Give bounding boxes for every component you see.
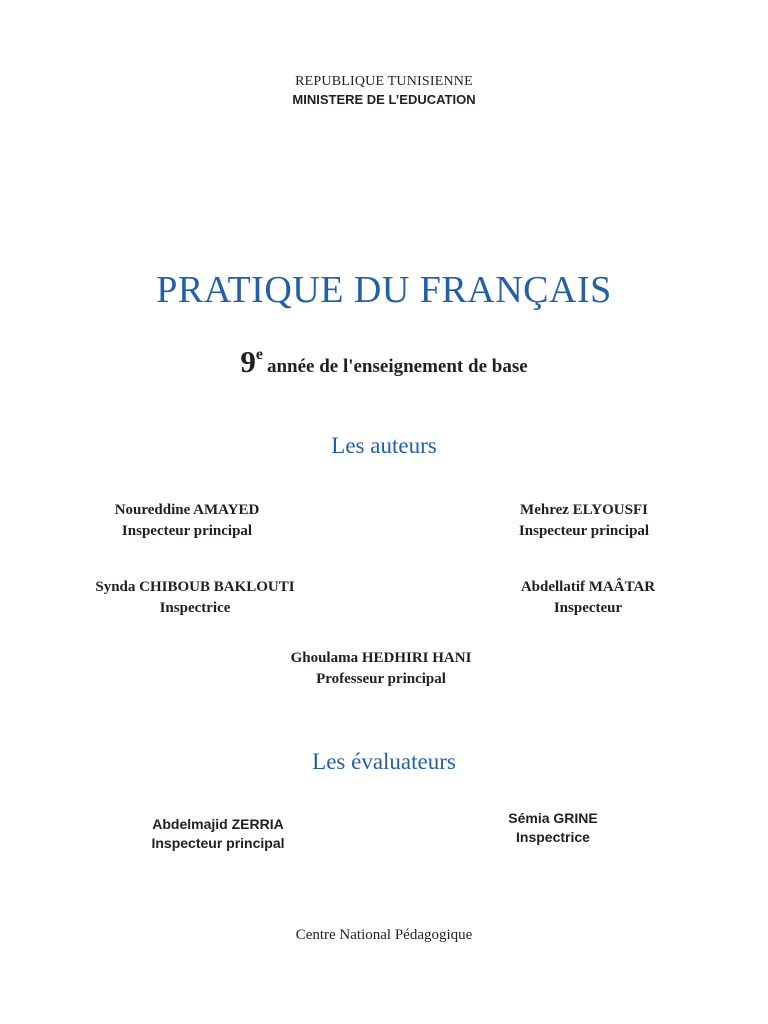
author-role: Inspecteur principal: [518, 523, 650, 539]
evaluator-block: [98, 815, 338, 853]
grade-number: 9: [240, 344, 256, 379]
author-name: Mehrez ELYOUSFI: [520, 502, 648, 518]
republic-header: REPUBLIQUE TUNISIENNE: [295, 74, 473, 89]
evaluator-name: Abdelmajid ZERRIA: [152, 816, 284, 832]
publisher-footer: Centre National Pédagogique: [295, 927, 473, 943]
author-block: [231, 648, 531, 690]
author-name: Noureddine AMAYED: [114, 502, 260, 518]
authors-heading: Les auteurs: [331, 433, 437, 458]
author-role: Inspecteur principal: [121, 523, 253, 539]
author-block: [448, 577, 728, 619]
evaluator-role: Inspecteur principal: [151, 835, 285, 851]
author-name: Synda CHIBOUB BAKLOUTI: [95, 579, 295, 595]
evaluator-name: Sémia GRINE: [508, 810, 598, 826]
book-title: PRATIQUE DU FRANÇAIS: [156, 269, 612, 311]
evaluator-role: Inspectrice: [516, 829, 590, 845]
author-block: [47, 500, 327, 542]
author-role: Professeur principal: [316, 671, 446, 687]
grade-suffix: e: [255, 346, 263, 363]
author-block: [444, 500, 724, 542]
author-role: Inspecteur: [553, 600, 623, 616]
evaluator-block: [453, 809, 653, 847]
grade-description: année de l'enseignement de base: [266, 356, 528, 377]
author-block: [45, 577, 345, 619]
ministry-header: MINISTERE DE L’EDUCATION: [292, 92, 476, 107]
book-subtitle: [0, 344, 768, 380]
evaluators-heading: Les évaluateurs: [312, 749, 456, 774]
author-name: Ghoulama HEDHIRI HANI: [290, 650, 472, 666]
author-name: Abdellatif MAÂTAR: [520, 579, 656, 595]
author-role: Inspectrice: [159, 600, 231, 616]
